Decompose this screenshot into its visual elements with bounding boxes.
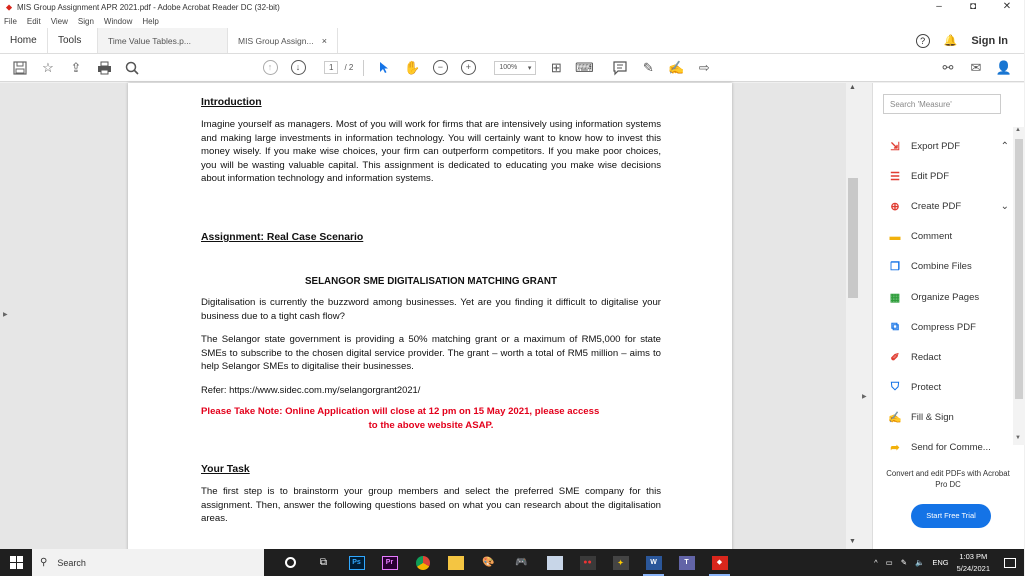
tool-label: Comment (911, 231, 953, 243)
tools-scroll-up-icon[interactable]: ▲ (1015, 127, 1021, 133)
volume-icon[interactable]: 🔈 (915, 558, 925, 567)
upload-cloud-icon[interactable]: ⇪ (70, 59, 82, 75)
menu-window[interactable]: Window (103, 16, 133, 26)
search-icon[interactable] (124, 60, 140, 76)
keyboard-icon[interactable]: ⌨ (574, 59, 594, 75)
menu-help[interactable]: Help (142, 16, 159, 26)
cortana-icon[interactable] (274, 549, 307, 576)
tools-pane (872, 83, 1024, 549)
tool-label: Protect (911, 382, 942, 394)
zoom-out-icon[interactable]: − (432, 60, 448, 76)
tools-scrollbar[interactable] (1013, 127, 1025, 445)
tool-protect[interactable] (887, 373, 1017, 403)
tool-label: Redact (911, 351, 942, 363)
main-toolbar (0, 54, 1024, 82)
tool-label: Fill & Sign (911, 412, 954, 424)
document-scrollbar[interactable] (846, 83, 860, 549)
tool-organize-pages[interactable] (887, 282, 1017, 312)
tools-search-input[interactable]: Search 'Measure' (883, 94, 1001, 114)
deadline-note (201, 405, 661, 432)
tab-mis-group-assignment[interactable] (228, 28, 338, 53)
previous-page-icon[interactable]: ↑ (262, 60, 278, 76)
combine-files-icon: ❐ (890, 261, 900, 274)
pen-icon[interactable]: ✎ (900, 558, 908, 567)
create-pdf-icon: ⊕ (890, 200, 900, 213)
file-explorer-icon[interactable] (439, 549, 472, 576)
tray-chevron-up-icon[interactable]: ^ (874, 558, 878, 567)
comment-icon: ▬ (889, 230, 901, 243)
tab-time-value-tables[interactable]: Time Value Tables.p... (98, 28, 228, 53)
toolbar-divider (363, 60, 364, 76)
network-icon[interactable]: ▭ (885, 558, 893, 567)
window-title: MIS Group Assignment APR 2021.pdf - Adobe Acrobat Reader DC (32-bit) (17, 2, 280, 12)
tool-label: Organize Pages (911, 291, 980, 303)
tool-fill-sign[interactable] (887, 403, 1017, 433)
tools-list (887, 131, 1017, 455)
expand-left-panel-icon[interactable]: ▶ (3, 312, 8, 318)
page-number-input[interactable]: 1 (324, 61, 338, 74)
redact-icon: ✐ (890, 351, 900, 364)
compress-pdf-icon: ⧉ (891, 320, 899, 333)
document-viewport[interactable] (0, 83, 867, 549)
highlight-pen-icon[interactable]: ✎ (642, 59, 654, 75)
zoom-select[interactable] (494, 61, 536, 75)
windows-taskbar (0, 549, 1024, 576)
tools-scroll-down-icon[interactable]: ▼ (1015, 435, 1021, 441)
maximize-button[interactable]: ◘ (969, 1, 977, 12)
zoom-value: 100% (499, 63, 518, 71)
comment-tool-icon[interactable] (612, 60, 628, 76)
app-window-icon[interactable] (538, 549, 571, 576)
clock[interactable] (957, 551, 990, 575)
organize-pages-icon: ▦ (889, 291, 901, 304)
chrome-icon[interactable] (406, 549, 439, 576)
page-total: / 2 (344, 63, 354, 72)
tab-home[interactable]: Home (0, 28, 48, 53)
acrobat-app-icon: ⬥ (5, 2, 13, 12)
tabs-bar (0, 28, 1024, 54)
tool-create-pdf[interactable] (887, 191, 1017, 221)
windows-logo-icon (10, 556, 23, 569)
document-scroll-thumb[interactable] (848, 178, 858, 298)
photoshop-icon[interactable]: Ps (340, 549, 373, 576)
tools-scroll-thumb[interactable] (1015, 139, 1023, 399)
taskbar-search-label: Search (57, 557, 86, 568)
tab-mis-label: MIS Group Assign... (238, 35, 314, 46)
chevron-up-icon[interactable]: ⌃ (1000, 140, 1009, 152)
deadline-note-line1: Please Take Note: Online Application will close at 12 pm on 15 May 2021, please access (201, 406, 600, 417)
spreadsheet-app-icon[interactable]: ✦ (604, 549, 637, 576)
bookmark-star-icon[interactable]: ☆ (42, 59, 54, 75)
tool-redact[interactable] (887, 342, 1017, 372)
digitalisation-paragraph: Digitalisation is currently the buzzword among businesses. Yet are you finding it difficult to digitalise your business due to a tight cash flow? (201, 297, 661, 322)
paint-icon[interactable]: 🎨 (482, 557, 495, 568)
taskbar-apps (274, 549, 736, 576)
next-page-icon[interactable]: ↓ (290, 60, 306, 76)
sign-tool-icon[interactable]: ✍ (668, 59, 685, 75)
fit-page-icon[interactable]: ⊞ (550, 59, 562, 75)
start-button[interactable] (0, 549, 32, 576)
scroll-up-icon[interactable]: ▲ (849, 84, 856, 91)
promo-text: Convert and edit PDFs with Acrobat Pro DC (886, 469, 1010, 489)
pdf-page (128, 83, 732, 553)
help-icon[interactable]: ? (916, 34, 930, 48)
tool-label: Create PDF (911, 200, 962, 212)
word-icon[interactable]: W (637, 549, 670, 576)
close-tab-icon[interactable]: × (321, 35, 327, 46)
menu-sign[interactable]: Sign (77, 16, 94, 26)
tool-label: Combine Files (911, 261, 972, 273)
send-comment-icon: ➦ (890, 442, 900, 455)
task-heading: Your Task (201, 464, 250, 475)
intro-heading: Introduction (201, 97, 262, 108)
add-user-icon[interactable]: 👤 (995, 59, 1013, 75)
print-icon[interactable] (96, 60, 112, 76)
tab-tools[interactable]: Tools (48, 28, 98, 53)
title-bar (0, 0, 1024, 14)
tool-compress-pdf[interactable] (887, 312, 1017, 342)
expand-right-panel-icon[interactable]: ▶ (862, 394, 867, 400)
intro-paragraph: Imagine yourself as managers. Most of you will work for firms that are intensively using information systems and making large investments in information technology. You will certainly want to know how to invest this money wisely. If you make wise choices, your firm can outperform competitors. If you make poor choices, you will be wasting valuable capital. This assignment is dedicated to educating you make wise decisions about information technology and information systems. (201, 119, 661, 185)
tool-combine-files[interactable] (887, 252, 1017, 282)
tool-label: Compress PDF (911, 321, 976, 333)
page-navigator (324, 61, 353, 74)
protect-icon: ⛉ (890, 381, 900, 394)
sign-in-button[interactable]: Sign In (971, 34, 1008, 47)
menu-file[interactable]: File (4, 16, 17, 26)
deadline-note-line2: to the above website ASAP. (368, 419, 494, 431)
start-free-trial-button[interactable]: Start Free Trial (911, 504, 991, 528)
save-icon[interactable] (12, 60, 28, 76)
reference-link[interactable]: Refer: https://www.sidec.com.my/selangorgrant2021/ (201, 384, 421, 395)
tool-label: Send for Comme... (911, 442, 991, 454)
system-tray (874, 551, 1024, 575)
menu-bar (0, 14, 1024, 28)
hand-tool-icon[interactable]: ✋ (404, 59, 421, 75)
close-window-button[interactable]: ✕ (1002, 1, 1012, 12)
teams-icon[interactable]: T (670, 549, 703, 576)
task-paragraph: The first step is to brainstorm your group members and select the preferred SME company for this assignment. Then, answer the following questions based on what you can research about the digitalisation areas. (201, 486, 661, 525)
minimize-button[interactable]: – (936, 1, 942, 12)
clock-date: 5/24/2021 (956, 563, 990, 573)
chevron-down-icon: ▾ (527, 64, 532, 72)
music-app-icon[interactable]: ●● (571, 549, 604, 576)
taskbar-search-box[interactable] (32, 549, 264, 576)
menu-edit[interactable]: Edit (26, 16, 41, 26)
game-icon[interactable]: 🎮 (515, 557, 528, 568)
notification-center-icon[interactable] (1004, 558, 1016, 568)
fill-sign-icon: ✍ (888, 412, 902, 425)
menu-view[interactable]: View (50, 16, 68, 26)
tool-edit-pdf[interactable] (887, 161, 1017, 191)
chevron-down-icon[interactable]: ⌄ (1000, 200, 1009, 212)
share-icon[interactable]: ⇨ (698, 59, 710, 75)
premiere-icon[interactable]: Pr (373, 549, 406, 576)
attach-link-icon[interactable]: ⚯ (942, 59, 954, 75)
grant-paragraph: The Selangor state government is providing a 50% matching grant or a maximum of RM5,000 for state SMEs to subscribe to the chosen digital service provider. The grant – worth a total of RM5 million – aims to help Selangor SMEs to digitalise their businesses. (201, 334, 661, 373)
scroll-down-icon[interactable]: ▼ (849, 538, 856, 545)
left-panel-collapsed[interactable] (0, 83, 14, 549)
tool-send-for-comment[interactable] (887, 433, 1017, 463)
acrobat-taskbar-icon[interactable]: ⬥ (703, 549, 736, 576)
clock-time: 1:03 PM (959, 551, 988, 561)
assignment-heading: Assignment: Real Case Scenario (201, 232, 364, 243)
tool-export-pdf[interactable] (887, 131, 1017, 161)
tool-label: Export PDF (911, 140, 961, 152)
tool-comment[interactable] (887, 222, 1017, 252)
notification-bell-icon[interactable]: 🔔 (943, 35, 958, 47)
zoom-in-icon[interactable]: + (460, 60, 476, 76)
search-icon: ⚲ (40, 557, 48, 568)
tool-label: Edit PDF (911, 170, 950, 182)
language-indicator[interactable]: ENG (932, 558, 949, 567)
task-view-icon[interactable]: ⧉ (319, 557, 328, 568)
select-cursor-icon[interactable] (376, 60, 392, 76)
email-icon[interactable]: ✉ (970, 59, 982, 75)
grant-title: SELANGOR SME DIGITALISATION MATCHING GRANT (305, 276, 557, 287)
edit-pdf-icon: ☰ (890, 170, 900, 183)
export-pdf-icon: ⇲ (890, 140, 900, 153)
